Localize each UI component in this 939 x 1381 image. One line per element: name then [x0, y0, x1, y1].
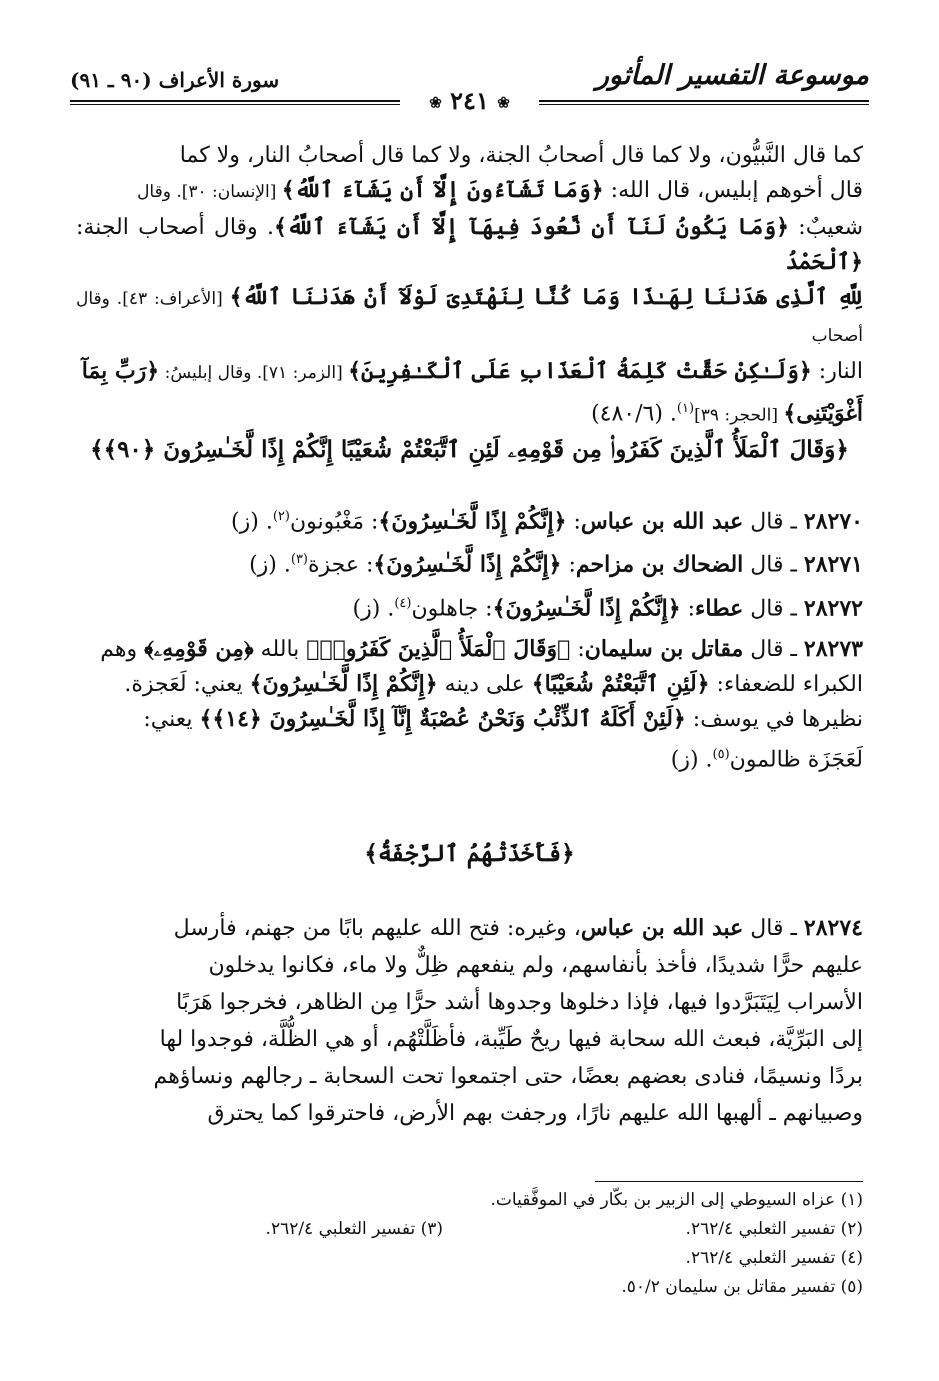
text-segment: :	[561, 552, 576, 578]
quran-quote: ﴿إِنَّكُمْ إِذًا لَّخَـٰسِرُونَ﴾	[492, 594, 681, 621]
text-segment: . وقال أصحاب الجنة:	[76, 215, 274, 240]
footnote-text: (١) عزاه السيوطي إلى الزبير بن بكّار في الموفَّقيات.	[490, 1190, 863, 1210]
citation: [الزمر: ٧١]. وقال إبليسُ:	[159, 363, 349, 383]
volume-ref: . (٤٨٠/٦)	[591, 401, 677, 427]
narrator-name: عبد الله بن عباس	[580, 508, 744, 535]
footnote	[76, 1244, 863, 1273]
text-segment: . (ز)	[249, 552, 291, 578]
footnote-ref[interactable]: (٤)	[394, 595, 412, 611]
text-segment: ـ قال	[743, 595, 804, 621]
text-segment: الكبراء للضعفاء:	[709, 672, 863, 697]
entry-muqatil	[76, 632, 863, 777]
quran-quote: أَغْوَيْتَنِى﴾	[783, 400, 863, 427]
verse-heading: ﴿وَقَالَ ٱلْمَلَأُ ٱلَّذِينَ كَفَرُوا۟ مِن قَوْمِهِۦ لَئِنِ ٱتَّبَعْتُمْ شُعَيْبًا إِنَّكُمْ إِذًا لَّخَـٰسِرُونَ ﴿٩٠﴾﴾	[90, 436, 849, 463]
quran-quote: لِلَّهِ ٱلَّذِى هَدَىٰنَا لِهَـٰذَا وَمَا كُنَّا لِنَهْتَدِىَ لَوْلَآ أَنْ هَدَىٰنَا ٱللَّهُ﴾	[229, 284, 863, 310]
footnote-divider	[595, 1181, 863, 1182]
quran-quote: ﴿رَبِّ بِمَآ	[81, 358, 160, 384]
text-line	[76, 173, 863, 210]
entry-ibn-abbas	[76, 910, 863, 1132]
text-line	[76, 632, 863, 667]
text-segment: وهم	[100, 637, 145, 662]
text-segment: ، وغيره: فتح الله عليهم بابًا من جهنم، فأرسل	[173, 916, 581, 941]
footnote	[76, 1186, 863, 1215]
quran-quote: ﴿مِن قَوْمِهِۦ﴾	[144, 636, 254, 662]
text-segment: قال أخوهم إبليس، قال الله:	[603, 178, 863, 203]
narrator-name: عبد الله بن عباس	[580, 915, 744, 941]
quran-quote: ﴿إِنَّكُمْ إِذًا لَّخَـٰسِرُونَ﴾	[373, 551, 562, 578]
quran-quote: ﴿وَمَا تَشَآءُونَ إِلَّآ أَن يَشَآءَ ٱللَّهُ﴾	[281, 177, 604, 203]
text-segment: ـ قال	[743, 637, 804, 662]
entry	[76, 541, 863, 584]
narrator-name: مقاتل بن سليمان	[584, 636, 744, 662]
entry-number: ٢٨٢٧٢	[803, 594, 863, 621]
quran-quote: ﴿وَمَا يَكُونُ لَنَآ أَن نَّعُودَ فِيهَآ إِلَّآ أَن يَشَآءَ ٱللَّهُ﴾	[273, 214, 790, 240]
footnote	[76, 1215, 863, 1244]
quran-quote: ﴿لَئِنْ أَكَلَهُ ٱلذِّئْبُ وَنَحْنُ عُصْبَةٌ إِنَّآ إِذًا لَّخَـٰسِرُونَ ﴿١٤﴾﴾	[199, 706, 686, 732]
entry	[76, 585, 863, 628]
text-segment: : جاهلون	[411, 595, 493, 621]
surah-title: سورة الأعراف (٩٠ ـ ٩١)	[70, 68, 280, 92]
quran-quote: ﴿وَقَالَ ٱلْمَلَأُ ٱلَّذِينَ كَفَرُوا۟﴾	[306, 636, 571, 662]
entry-number: ٢٨٢٧٠	[803, 508, 863, 535]
text-segment: يعني: لَعَجزة.	[124, 672, 250, 697]
opening-paragraph	[76, 138, 863, 433]
text-line	[76, 138, 863, 173]
citation: [الأعراف: ٤٣]. وقال أصحاب	[76, 289, 863, 346]
quran-quote: ﴿إِنَّكُمْ إِذًا لَّخَـٰسِرُونَ﴾	[249, 671, 438, 697]
text-line	[76, 667, 863, 702]
footnote-ref[interactable]: (١)	[676, 401, 695, 416]
footnote-text: (٤) تفسير الثعلبي ٢٦٢/٤.	[685, 1248, 863, 1268]
text-line	[76, 280, 863, 354]
text-line: بردًا ونسيمًا، فنادى بعضهم بعضًا، حتى اجتمعوا تحت السحابة ـ رجالهم ونساؤهم	[153, 1064, 863, 1089]
header-rule-right	[539, 100, 869, 102]
text-segment: . (ز)	[352, 595, 395, 621]
footnotes	[76, 1186, 863, 1302]
text-segment: : عجزة	[308, 552, 374, 578]
text-segment: . (ز)	[231, 509, 273, 535]
text-line	[76, 210, 863, 280]
footnote-ref[interactable]: (٣)	[290, 552, 308, 568]
page-number-value: ٢٤١	[450, 86, 489, 115]
text-segment: :	[680, 595, 696, 621]
text-segment: بالله	[253, 637, 307, 662]
footnote-text: (٢) تفسير الثعلبي ٢٦٢/٤.	[685, 1219, 863, 1239]
entry-number: ٢٨٢٧٣	[803, 636, 863, 662]
text-line	[76, 702, 863, 737]
entry-number: ٢٨٢٧٤	[803, 915, 863, 941]
text-segment: . (ز)	[670, 747, 713, 773]
footnote-ref[interactable]: (٢)	[272, 509, 290, 524]
entries-list	[76, 498, 863, 628]
narrator-name: عطاء	[695, 594, 744, 621]
page-number	[429, 86, 510, 115]
footnote-text: (٣) تفسير الثعلبي ٢٦٢/٤.	[265, 1219, 443, 1239]
page-header	[70, 60, 869, 118]
text-line: إلى البَرِّيَّة، فبعث الله سحابة فيها ريحٌ طَيِّبة، فأظَلَّتْهُم، أو هي الظُّلَّة، فوجدوا لها	[159, 1027, 863, 1052]
narrator-name: الضحاك بن مزاحم	[575, 551, 744, 578]
text-line	[76, 910, 863, 947]
text-line: الأسراب لِيَتَبَرَّدوا فيها، فإذا دخلوها وجدوها أشد حرًّا مِن الظاهر، فخرجوا هَرَبًا	[176, 990, 863, 1015]
text-segment: ـ قال	[743, 916, 804, 941]
quran-quote: ﴿إِنَّكُمْ إِذًا لَّخَـٰسِرُونَ﴾	[378, 508, 567, 535]
text-segment: ـ قال	[743, 552, 804, 578]
citation: [الحجر: ٣٩]	[694, 405, 784, 426]
footnote	[76, 1273, 863, 1302]
entry	[76, 498, 863, 541]
verse-heading: ﴿فَأَخَذَتْهُمُ ٱلرَّجْفَةُ﴾	[364, 840, 575, 867]
text-line	[76, 737, 863, 777]
text-line	[76, 354, 863, 391]
footnote-text: (٥) تفسير مقاتل بن سليمان ٥٠/٢.	[621, 1277, 863, 1297]
text-segment: يعني:	[143, 707, 200, 732]
text-segment: :	[566, 509, 581, 535]
citation: [الإنسان: ٣٠]. وقال	[137, 182, 282, 202]
text-segment: شعيبٌ:	[789, 215, 864, 240]
header-rule-left	[70, 100, 400, 102]
text-segment: :	[570, 637, 585, 662]
book-title: موسوعة التفسير المأثور	[595, 60, 869, 91]
quran-quote: ﴿ٱلْحَمْدُ	[785, 249, 863, 275]
quran-quote: ﴿وَلَـٰكِنْ حَقَّتْ كَلِمَةُ ٱلْعَذَابِ عَلَى ٱلْكَـٰفِرِينَ﴾	[348, 358, 812, 384]
text-line: عليهم حرًّا شديدًا، فأخذ بأنفاسهم، ولم ينفعهم ظِلٌّ ولا ماء، فكانوا يدخلون	[208, 953, 863, 978]
text-segment: على دينه	[437, 672, 532, 697]
text-line: وصبيانهم ـ ألهبها الله عليهم نارًا، ورجفت بهم الأرض، فاحترقوا كما يحترق	[207, 1101, 863, 1126]
text-line	[76, 391, 863, 433]
quran-quote: ﴿لَئِنِ ٱتَّبَعْتُمْ شُعَيْبًا﴾	[531, 671, 710, 697]
footnote-ref[interactable]: (٥)	[712, 747, 730, 762]
ornament-icon: ❀	[429, 93, 442, 112]
text-segment: لَعَجَزَة ظالمون	[729, 747, 863, 773]
text-segment: ـ قال	[743, 509, 804, 535]
text-segment: نظيرها في يوسف:	[685, 707, 863, 732]
text-segment: كما قال النَّبيُّون، ولا كما قال أصحابُ الجنة، ولا كما قال أصحابُ النار، ولا كما	[179, 143, 863, 168]
entry-number: ٢٨٢٧١	[803, 551, 863, 578]
text-segment: النار:	[811, 359, 863, 384]
text-segment: : مَغْبُونون	[289, 509, 379, 535]
ornament-icon: ❀	[497, 93, 510, 112]
